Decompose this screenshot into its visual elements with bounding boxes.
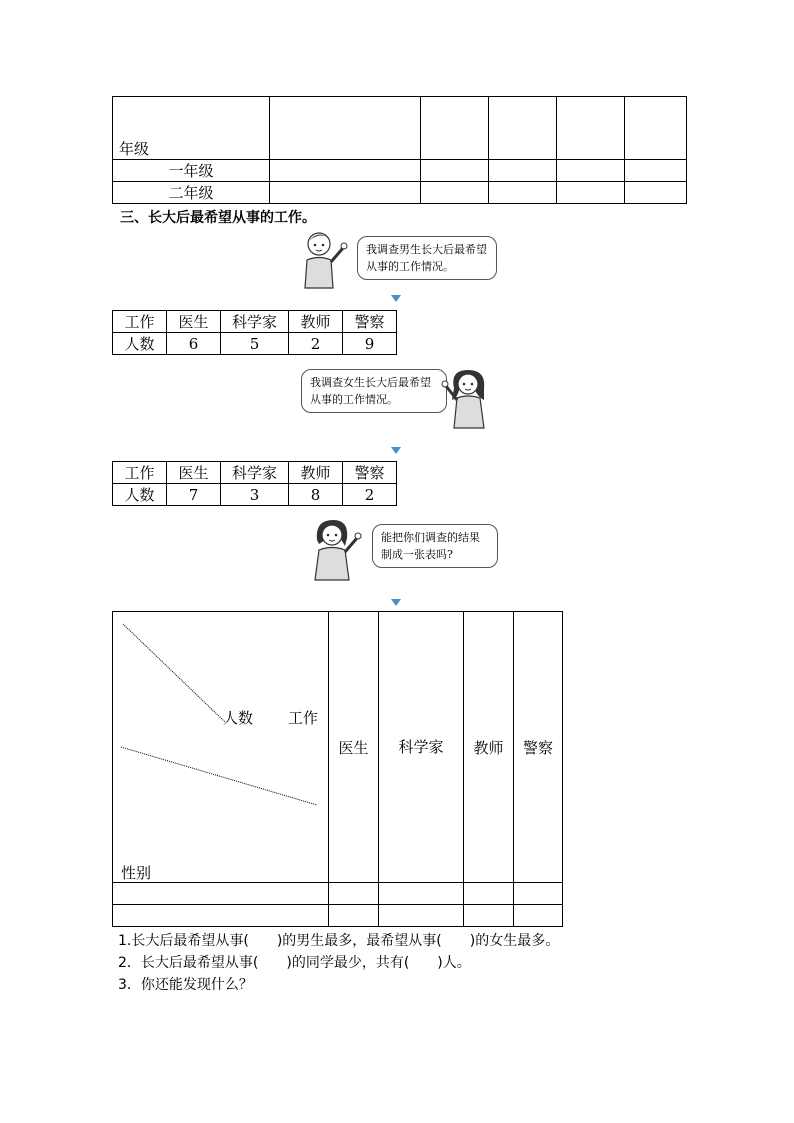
boys-value-cell: 2 <box>289 333 343 355</box>
job-column-header: 教师 <box>464 612 514 883</box>
boys-header-cell: 警察 <box>343 311 397 333</box>
boys-row-label: 人数 <box>113 333 167 355</box>
girls-value-cell: 8 <box>289 484 343 506</box>
table-row <box>113 182 687 204</box>
grade-header-cell <box>270 97 421 160</box>
combined-cell <box>514 905 563 927</box>
grade-cell <box>489 160 557 182</box>
grade-header-cell <box>421 97 489 160</box>
boys-header-cell: 工作 <box>113 311 167 333</box>
grade-header-cell <box>625 97 687 160</box>
table-row <box>113 484 397 506</box>
table-row <box>113 905 563 927</box>
grade-header-cell <box>489 97 557 160</box>
table-row <box>113 160 687 182</box>
grade-row-label: 一年级 <box>113 160 270 182</box>
girls-header-cell: 工作 <box>113 462 167 484</box>
grade-table <box>112 96 687 204</box>
girl-illustration <box>440 366 494 430</box>
table-row <box>113 883 563 905</box>
boys-header-cell: 教师 <box>289 311 343 333</box>
job-label: 工作 <box>288 709 319 727</box>
gender-label: 性别 <box>121 864 152 882</box>
job-column-header: 警察 <box>514 612 563 883</box>
table-row <box>113 462 397 484</box>
boys-header-cell: 医生 <box>167 311 221 333</box>
combined-cell <box>464 905 514 927</box>
chevron-down-icon <box>391 599 401 606</box>
combined-cell <box>329 905 379 927</box>
grade-row-label: 二年级 <box>113 182 270 204</box>
job-column-header: 科学家 <box>379 612 464 883</box>
girls-header-cell: 科学家 <box>221 462 289 484</box>
question-2: 2．长大后最希望从事( )的同学最少，共有( )人。 <box>118 955 471 971</box>
question-3: 3．你还能发现什么？ <box>118 977 253 993</box>
job-column-header: 医生 <box>329 612 379 883</box>
combined-table <box>112 611 563 927</box>
grade-cell <box>557 160 625 182</box>
boys-value-cell: 6 <box>167 333 221 355</box>
girls-header-cell: 医生 <box>167 462 221 484</box>
boys-header-cell: 科学家 <box>221 311 289 333</box>
combined-cell <box>329 883 379 905</box>
combined-cell <box>113 905 329 927</box>
combined-cell <box>379 905 464 927</box>
boy-illustration <box>297 228 349 290</box>
grade-cell <box>557 182 625 204</box>
combined-cell <box>514 883 563 905</box>
girls-job-table <box>112 461 397 506</box>
table-row <box>113 333 397 355</box>
girls-value-cell: 3 <box>221 484 289 506</box>
table-row <box>113 612 563 883</box>
girls-header-cell: 警察 <box>343 462 397 484</box>
grade-corner-label: 年级 <box>119 140 150 158</box>
girls-header-cell: 教师 <box>289 462 343 484</box>
boys-value-cell: 9 <box>343 333 397 355</box>
girls-row-label: 人数 <box>113 484 167 506</box>
grade-cell <box>489 182 557 204</box>
girls-value-cell: 7 <box>167 484 221 506</box>
teacher-speech-bubble: 能把你们调查的结果制成一张表吗? <box>372 524 498 568</box>
grade-cell <box>625 182 687 204</box>
grade-cell <box>270 160 421 182</box>
grade-cell <box>421 160 489 182</box>
question-1: 1.长大后最希望从事( )的男生最多，最希望从事( )的女生最多。 <box>118 933 560 949</box>
combined-cell <box>379 883 464 905</box>
grade-header-cell <box>557 97 625 160</box>
section-heading: 三、长大后最希望从事的工作。 <box>120 210 316 226</box>
grade-cell <box>270 182 421 204</box>
table-row <box>113 311 397 333</box>
chevron-down-icon <box>391 447 401 454</box>
combined-corner-cell <box>113 612 329 883</box>
chevron-down-icon <box>391 295 401 302</box>
grade-corner-cell <box>113 97 270 160</box>
people-label: 人数 <box>223 709 254 727</box>
girls-value-cell: 2 <box>343 484 397 506</box>
boys-value-cell: 5 <box>221 333 289 355</box>
teacher-illustration <box>305 516 363 582</box>
girl-speech-bubble: 我调查女生长大后最希望从事的工作情况。 <box>301 369 447 413</box>
grade-cell <box>421 182 489 204</box>
corner-diagonal-lines <box>113 612 328 883</box>
combined-cell <box>113 883 329 905</box>
boy-speech-bubble: 我调查男生长大后最希望从事的工作情况。 <box>357 236 497 280</box>
grade-cell <box>625 160 687 182</box>
combined-cell <box>464 883 514 905</box>
boys-job-table <box>112 310 397 355</box>
